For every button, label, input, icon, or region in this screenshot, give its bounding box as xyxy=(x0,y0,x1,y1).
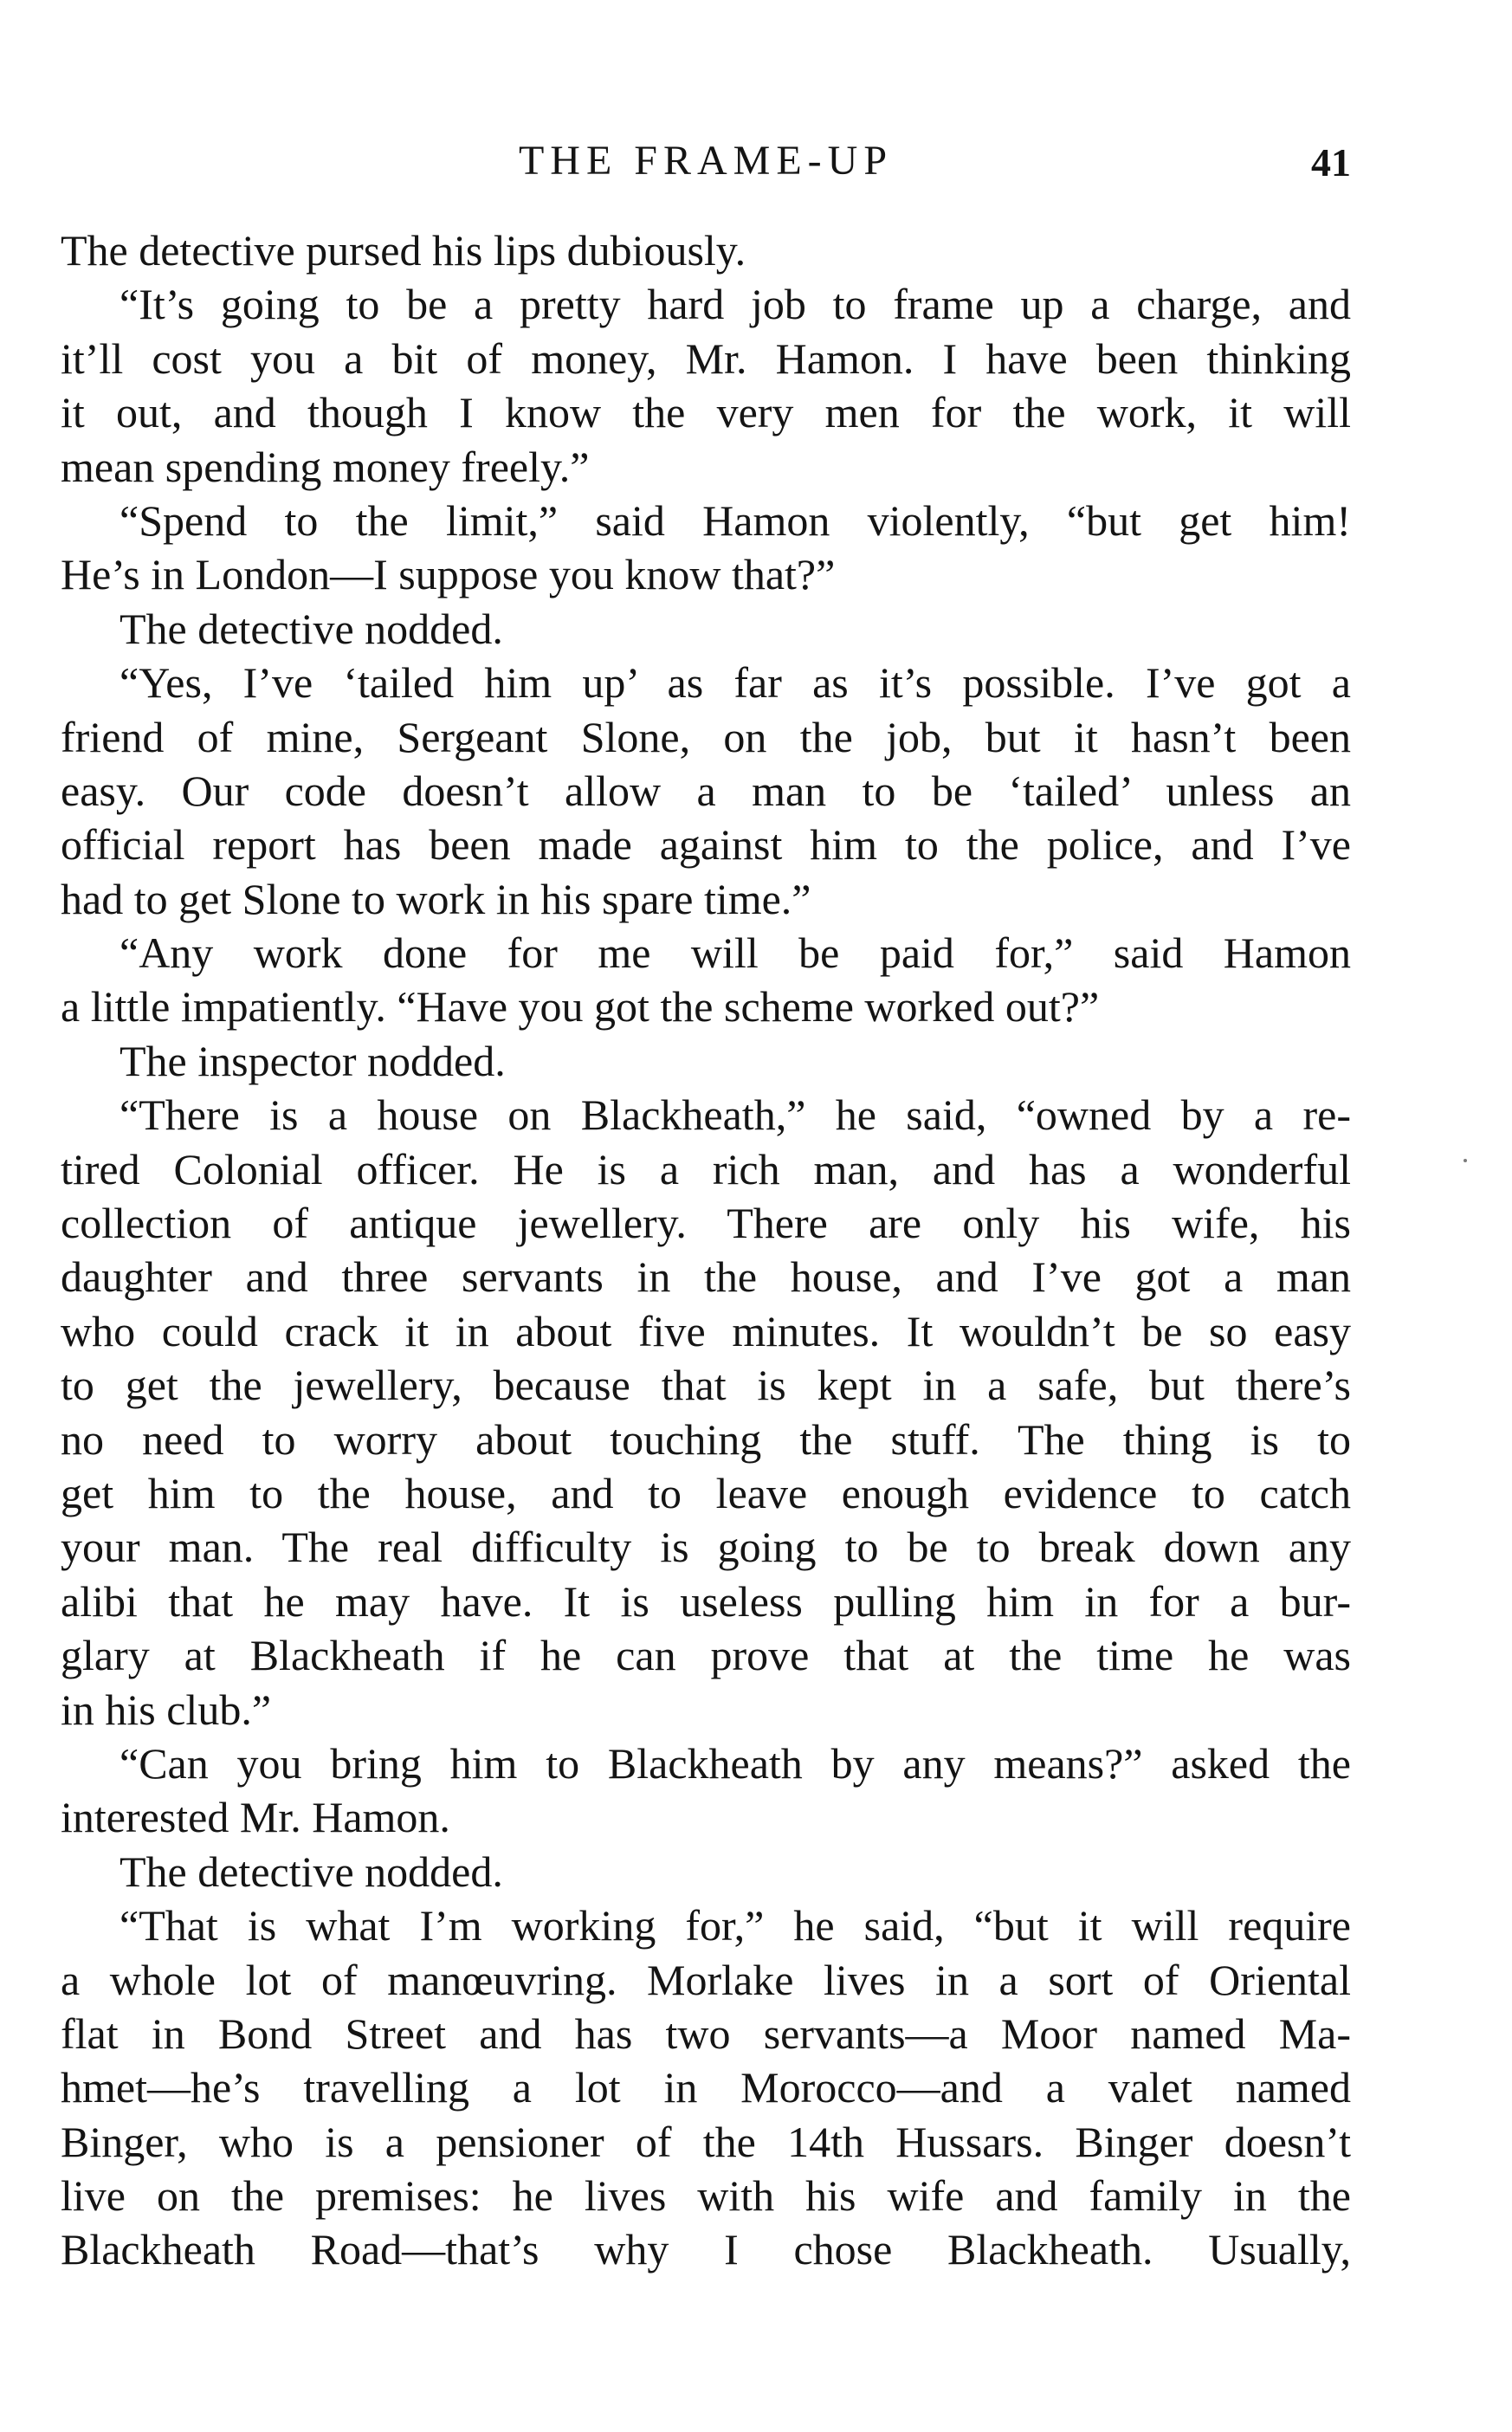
text-line: friend of mine, Sergeant Slone, on the job, but it hasn’t been xyxy=(61,712,1351,761)
text-line: alibi that he may have. It is useless pulling him in for a bur- xyxy=(61,1576,1351,1626)
text-line: tired Colonial officer. He is a rich man, and has a wonderful xyxy=(61,1144,1351,1193)
text-line: in his club.” xyxy=(61,1685,272,1734)
text-line: official report has been made against him to the police, and I’ve xyxy=(61,820,1351,870)
text-line: hmet—he’s travelling a lot in Morocco—and a valet named xyxy=(61,2063,1351,2112)
text-line: mean spending money freely.” xyxy=(61,442,590,491)
text-line: had to get Slone to work in his spare time.” xyxy=(61,874,811,923)
text-line: “There is a house on Blackheath,” he said, “owned by a re- xyxy=(120,1090,1351,1140)
body-text xyxy=(61,223,1351,2277)
margin-speck xyxy=(1464,1159,1467,1162)
text-line: The detective nodded. xyxy=(120,604,503,653)
text-line: glary at Blackheath if he can prove that at the time he was xyxy=(61,1631,1351,1680)
text-line: to get the jewellery, because that is kept in a safe, but there’s xyxy=(61,1361,1351,1410)
text-line: flat in Bond Street and has two servants—a Moor named Ma- xyxy=(61,2008,1351,2058)
text-line: collection of antique jewellery. There are only his wife, his xyxy=(61,1199,1351,1248)
text-line: The detective nodded. xyxy=(120,1847,503,1896)
text-line: interested Mr. Hamon. xyxy=(61,1793,450,1842)
text-line: “That is what I’m working for,” he said, “but it will require xyxy=(120,1901,1351,1950)
text-line: “Can you bring him to Blackheath by any means?” asked the xyxy=(120,1738,1351,1788)
text-line: daughter and three servants in the house, and I’ve got a man xyxy=(61,1252,1351,1302)
text-line: The inspector nodded. xyxy=(120,1036,506,1085)
text-line: a whole lot of manœuvring. Morlake lives in a sort of Oriental xyxy=(61,1955,1351,2004)
text-line: “Spend to the limit,” said Hamon violently, “but get him! xyxy=(120,495,1351,545)
text-line: it out, and though I know the very men for the work, it will xyxy=(61,388,1351,437)
text-line: Blackheath Road—that’s why I chose Blackheath. Usually, xyxy=(61,2225,1351,2274)
text-line: your man. The real difficulty is going to be to break down any xyxy=(61,1523,1351,1572)
text-line: who could crack it in about five minutes. It wouldn’t be so easy xyxy=(61,1306,1351,1355)
text-line: a little impatiently. “Have you got the scheme worked out?” xyxy=(61,982,1100,1032)
text-line: “Any work done for me will be paid for,” said Hamon xyxy=(120,928,1351,978)
text-line: it’ll cost you a bit of money, Mr. Hamon. I have been thinking xyxy=(61,333,1351,383)
text-line: The detective pursed his lips dubiously. xyxy=(61,226,746,275)
text-line: He’s in London—I suppose you know that?” xyxy=(61,550,836,599)
text-line: get him to the house, and to leave enough evidence to catch xyxy=(61,1468,1351,1517)
running-head xyxy=(61,130,1351,191)
page-number: 41 xyxy=(1311,140,1351,184)
text-line: no need to worry about touching the stuff. The thing is to xyxy=(61,1414,1351,1464)
text-line: “It’s going to be a pretty hard job to frame up a charge, and xyxy=(120,280,1351,329)
text-line: Binger, who is a pensioner of the 14th Hussars. Binger doesn’t xyxy=(61,2117,1351,2166)
running-title: THE FRAME-UP xyxy=(518,138,894,184)
text-line: easy. Our code doesn’t allow a man to be ‘tailed’ unless an xyxy=(61,766,1351,815)
text-line: live on the premises: he lives with his wife and family in the xyxy=(61,2171,1351,2221)
text-line: “Yes, I’ve ‘tailed him up’ as far as it’s possible. I’ve got a xyxy=(120,658,1351,708)
